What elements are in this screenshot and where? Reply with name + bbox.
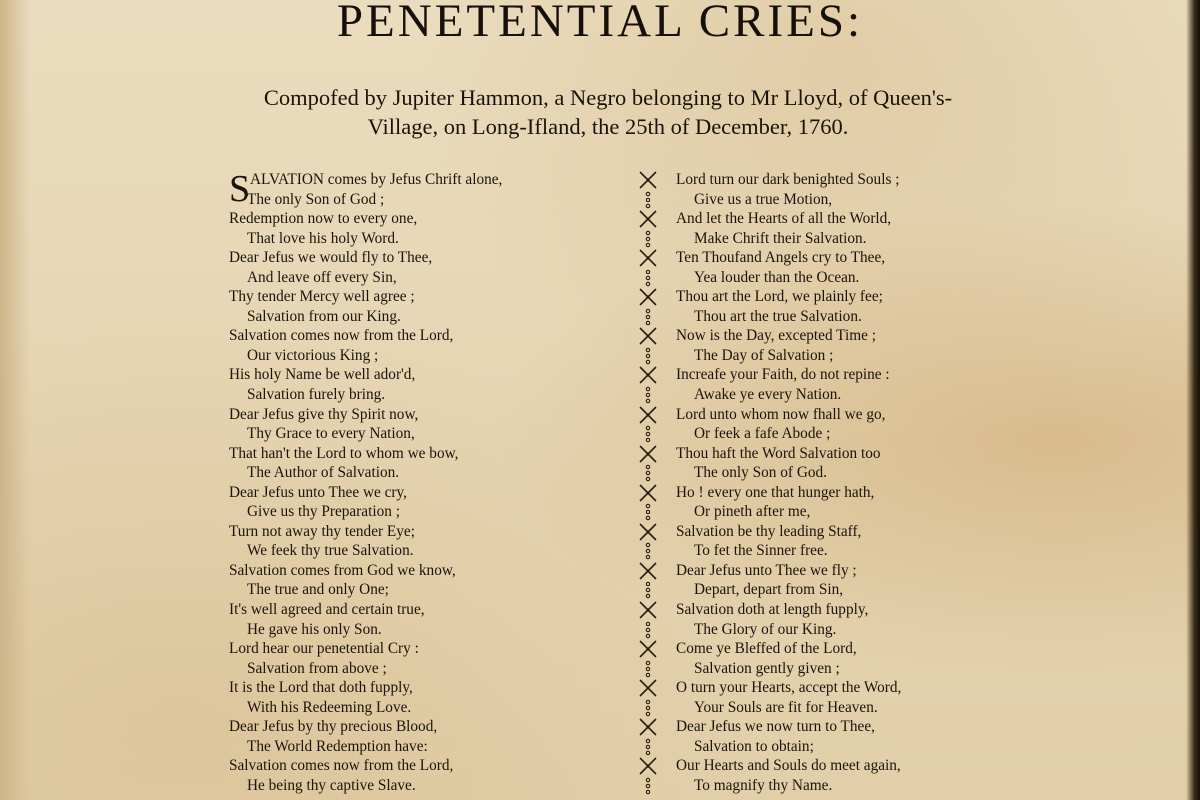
x-ornament-icon: [636, 639, 660, 659]
poem-line: The Author of Salvation.: [247, 464, 400, 482]
poem-line: Now is the Day, excepted Time ;: [676, 327, 876, 345]
poem-line: Dear Jefus by thy precious Blood,: [229, 718, 438, 736]
poem-line: Dear Jefus unto Thee we cry,: [229, 483, 407, 501]
poem-line: Lord unto whom now fhall we go,: [676, 405, 886, 423]
dot-chain-ornament-icon: [636, 190, 660, 210]
poem-line: Salvation comes now from the Lord,: [229, 327, 454, 345]
poem-line: Come ye Bleffed of the Lord,: [676, 640, 857, 658]
poem-line: Salvation from above ;: [247, 659, 387, 677]
poem-line: Dear Jefus give thy Spirit now,: [229, 405, 419, 423]
poem-line: His holy Name be well ador'd,: [229, 366, 416, 384]
x-ornament-icon: [636, 365, 660, 385]
poem-line: With his Redeeming Love.: [247, 698, 412, 716]
dot-chain-ornament-icon: [636, 268, 660, 288]
poem-line: The Day of Salvation ;: [694, 346, 834, 364]
x-ornament-icon: [636, 170, 660, 190]
poem-line: The only Son of God.: [694, 464, 827, 482]
dot-chain-ornament-icon: [636, 502, 660, 522]
poem-line: And let the Hearts of all the World,: [676, 210, 892, 228]
poem-line: The Glory of our King.: [694, 620, 837, 638]
poem-line: Dear Jefus we would fly to Thee,: [229, 249, 433, 267]
poem-line: Salvation be thy leading Staff,: [676, 522, 862, 540]
x-ornament-icon: [636, 678, 660, 698]
x-ornament-icon: [636, 717, 660, 737]
x-ornament-icon: [636, 405, 660, 425]
poem-line: Salvation gently given ;: [694, 659, 840, 677]
poem-line: The true and only One;: [247, 581, 389, 599]
dot-chain-ornament-icon: [636, 698, 660, 718]
dot-chain-ornament-icon: [636, 541, 660, 561]
x-ornament-icon: [636, 444, 660, 464]
x-ornament-icon: [636, 756, 660, 776]
poem-line: Thou art the Lord, we plainly fee;: [676, 288, 883, 306]
x-ornament-icon: [636, 209, 660, 229]
x-ornament-icon: [636, 561, 660, 581]
poem-line: Turn not away thy tender Eye;: [229, 522, 415, 540]
poem-line: To fet the Sinner free.: [694, 542, 828, 560]
poem-line-2: [229, 190, 629, 210]
poem-line: Dear Jefus unto Thee we fly ;: [676, 561, 857, 579]
poem-line: That love his holy Word.: [247, 229, 399, 247]
subtitle-line-1: Compofed by Jupiter Hammon, a Negro belonging to Mr Lloyd, of Queen's-: [263, 85, 953, 110]
x-ornament-icon: [636, 483, 660, 503]
drop-cap: S: [229, 168, 251, 210]
x-ornament-icon: [636, 600, 660, 620]
dot-chain-ornament-icon: [636, 659, 660, 679]
poem-line: Dear Jefus we now turn to Thee,: [676, 718, 875, 736]
poem-line: Make Chrift their Salvation.: [694, 229, 867, 247]
poem-line: Salvation doth at length fupply,: [676, 601, 869, 619]
x-ornament-icon: [636, 326, 660, 346]
poem-line: Salvation to obtain;: [694, 737, 814, 755]
poem-line: Thy Grace to every Nation,: [247, 425, 415, 443]
poem-column-left: [229, 170, 629, 796]
poem-line: And leave off every Sin,: [247, 268, 397, 286]
poem-line: Redemption now to every one,: [229, 210, 418, 228]
poem-line: Salvation comes from God we know,: [229, 561, 456, 579]
dot-chain-ornament-icon: [636, 424, 660, 444]
page-title: PENETENTIAL CRIES:: [336, 0, 864, 47]
poem-line: Or feek a fafe Abode ;: [694, 425, 831, 443]
dot-chain-ornament-icon: [636, 229, 660, 249]
poem-line: Thou art the true Salvation.: [694, 307, 862, 325]
poem-line: Salvation comes now from the Lord,: [229, 757, 454, 775]
poem-line: The World Redemption have:: [247, 737, 428, 755]
poem-line: O turn your Hearts, accept the Word,: [676, 679, 902, 697]
dot-chain-ornament-icon: [636, 737, 660, 757]
poem-line: To magnify thy Name.: [694, 776, 833, 794]
dot-chain-ornament-icon: [636, 307, 660, 327]
poem-line-text: The only Son of God ;: [247, 190, 385, 208]
poem-line: Our Hearts and Souls do meet again,: [676, 757, 901, 775]
poem-line: Your Souls are fit for Heaven.: [694, 698, 878, 716]
poem-line: Ho ! every one that hunger hath,: [676, 483, 875, 501]
poem-line: Give us thy Preparation ;: [247, 503, 400, 521]
poem-line: It is the Lord that doth fupply,: [229, 679, 413, 697]
poem-line: Or pineth after me,: [694, 503, 811, 521]
poem-line: Increafe your Faith, do not repine :: [676, 366, 890, 384]
poem-line: Lord hear our penetential Cry :: [229, 640, 419, 658]
subtitle-line-2: Village, on Long-Ifland, the 25th of December, 1760.: [367, 114, 849, 139]
poem-line: Ten Thoufand Angels cry to Thee,: [676, 249, 886, 267]
poem-line: He being thy captive Slave.: [247, 776, 416, 794]
poem-line: Depart, depart from Sin,: [694, 581, 844, 599]
poem-line: Salvation furely bring.: [247, 386, 386, 404]
x-ornament-icon: [636, 248, 660, 268]
poem-line: We feek thy true Salvation.: [247, 542, 414, 560]
poem-line: Thy tender Mercy well agree ;: [229, 288, 415, 306]
x-ornament-icon: [636, 522, 660, 542]
dot-chain-ornament-icon: [636, 463, 660, 483]
poem-column-right: [676, 170, 1036, 796]
dot-chain-ornament-icon: [636, 580, 660, 600]
poem-line: Our victorious King ;: [247, 346, 379, 364]
poem-line: Lord turn our dark benighted Souls ;: [676, 171, 900, 188]
poem-line: Yea louder than the Ocean.: [694, 268, 860, 286]
x-ornament-icon: [636, 287, 660, 307]
poem-line: Awake ye every Nation.: [694, 386, 842, 404]
dot-chain-ornament-icon: [636, 620, 660, 640]
poem-line-text: ALVATION comes by Jefus Chrift alone,: [250, 171, 503, 188]
dot-chain-ornament-icon: [636, 385, 660, 405]
poem-line: He gave his only Son.: [247, 620, 382, 638]
dot-chain-ornament-icon: [636, 346, 660, 366]
poem-line: That han't the Lord to whom we bow,: [229, 444, 459, 462]
poem-line: Thou haft the Word Salvation too: [676, 444, 881, 462]
poem-line: It's well agreed and certain true,: [229, 601, 425, 619]
poem-line: Give us a true Motion,: [694, 190, 833, 208]
ornament-divider: [636, 170, 660, 796]
poem-line: Salvation from our King.: [247, 307, 401, 325]
dot-chain-ornament-icon: [636, 776, 660, 796]
